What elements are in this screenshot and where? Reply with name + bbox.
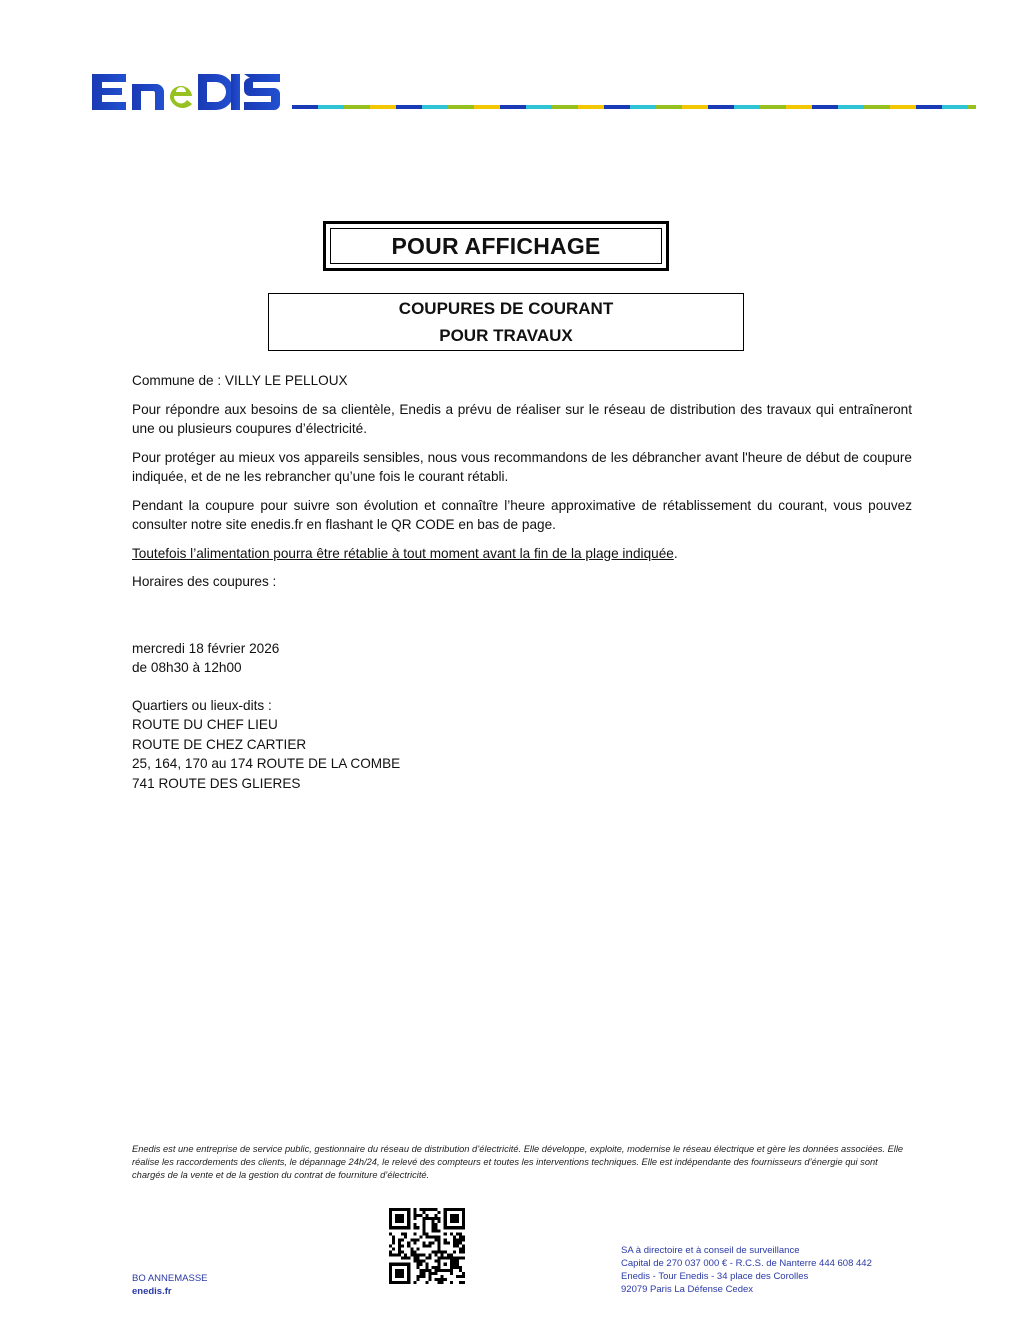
rule-segment <box>838 105 864 109</box>
area-item: ROUTE DU CHEF LIEU <box>132 717 278 732</box>
rule-segment <box>526 105 552 109</box>
paragraph-3: Pendant la coupure pour suivre son évolution et connaître l’heure approximative de rétablissement du courant, vous pouvez consulter notre site enedis.fr en flashant le QR CODE en bas de page. <box>132 497 912 532</box>
commune-line: Commune de : VILLY LE PELLOUX <box>132 373 348 388</box>
rule-segment <box>370 105 396 109</box>
rule-segment <box>604 105 630 109</box>
legal-line: 92079 Paris La Défense Cedex <box>621 1284 754 1295</box>
subtitle-line-2: POUR TRAVAUX <box>439 326 573 345</box>
hours-label: Horaires des coupures : <box>132 574 277 589</box>
rule-segment <box>682 105 708 109</box>
title-box <box>323 221 669 271</box>
paragraph-4-end: . <box>673 545 678 561</box>
footer-office <box>132 1272 208 1298</box>
area-item: ROUTE DE CHEZ CARTIER <box>132 736 307 752</box>
outage-time: de 08h30 à 12h00 <box>132 660 242 675</box>
rule-segment <box>916 105 942 109</box>
areas-label: Quartiers ou lieux-dits : <box>132 697 272 713</box>
subtitle-box <box>268 293 744 351</box>
footer-disclaimer: Enedis est une entreprise de service public, gestionnaire du réseau de distribution d’électricité. Elle développe, exploite, modernise le réseau électrique et gère les données associées. Elle réalise les raccordements des clients, le dépannage 24h/24, le relevé des compteurs et toutes les interventions techniques. Elle est indépendante des fournisseurs d’énergie qui sont chargés de la vente et de la gestion du contrat de fourniture d’électricité. <box>132 1144 904 1180</box>
footer-legal <box>621 1244 872 1296</box>
area-item: 741 ROUTE DES GLIERES <box>132 775 301 791</box>
rule-segment <box>422 105 448 109</box>
outage-date: mercredi 18 février 2026 <box>132 640 280 656</box>
qr-code[interactable] <box>389 1208 465 1284</box>
rule-segment <box>968 105 976 109</box>
rule-segment <box>630 105 656 109</box>
rule-segment <box>708 105 734 109</box>
rule-segment <box>448 105 474 109</box>
rule-segment <box>942 105 968 109</box>
rule-segment <box>760 105 786 109</box>
rule-segment <box>500 105 526 109</box>
paragraph-2: Pour protéger au mieux vos appareils sensibles, nous vous recommandons de les débrancher avant l'heure de début de coupure indiquée, et de ne les rebrancher qu’une fois le courant rétabli. <box>132 449 912 484</box>
rule-segment <box>344 105 370 109</box>
legal-line: Enedis - Tour Enedis - 34 place des Corolles <box>621 1271 809 1282</box>
subtitle-line-1: COUPURES DE COURANT <box>398 299 614 318</box>
website-link[interactable]: enedis.fr <box>132 1286 172 1297</box>
rule-segment <box>786 105 812 109</box>
rule-segment <box>474 105 500 109</box>
rule-segment <box>734 105 760 109</box>
paragraph-4 <box>132 544 912 564</box>
page-title: POUR AFFICHAGE <box>330 228 662 264</box>
rule-segment <box>578 105 604 109</box>
rule-segment <box>890 105 916 109</box>
legal-line: SA à directoire et à conseil de surveillance <box>621 1245 800 1256</box>
rule-segment <box>656 105 682 109</box>
office-name: BO ANNEMASSE <box>132 1273 208 1284</box>
rule-segment <box>552 105 578 109</box>
rule-segment <box>812 105 838 109</box>
restore-warning: Toutefois l’alimentation pourra être rétablie à tout moment avant la fin de la plage indiquée <box>132 545 674 561</box>
enedis-logo <box>90 62 290 118</box>
rule-segment <box>292 105 318 109</box>
paragraph-1: Pour répondre aux besoins de sa clientèle, Enedis a prévu de réaliser sur le réseau de distribution des travaux qui entraîneront une ou plusieurs coupures d’électricité. <box>132 401 912 436</box>
header-rule <box>292 105 976 109</box>
legal-line: Capital de 270 037 000 € - R.C.S. de Nanterre 444 608 442 <box>621 1258 872 1269</box>
rule-segment <box>864 105 890 109</box>
notice-body <box>132 371 912 793</box>
rule-segment <box>318 105 344 109</box>
area-item: 25, 164, 170 au 174 ROUTE DE LA COMBE <box>132 756 401 771</box>
rule-segment <box>396 105 422 109</box>
